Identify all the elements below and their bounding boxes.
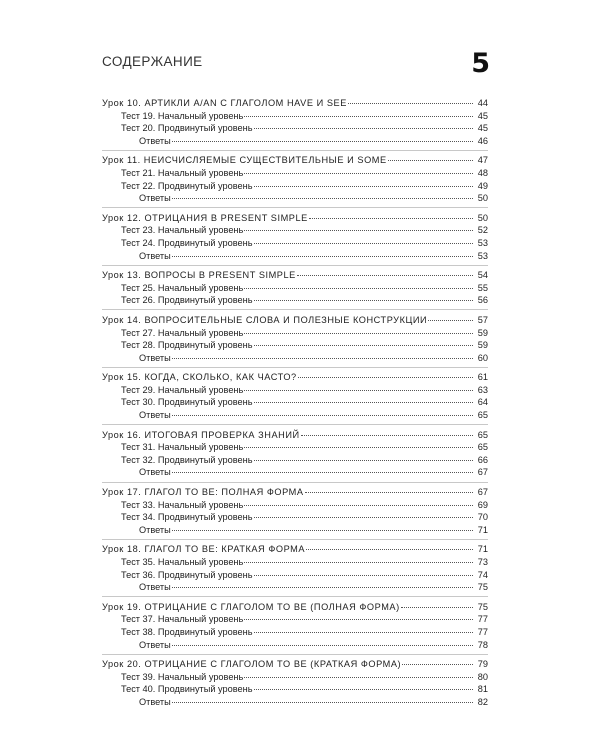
toc-answers-entry[interactable] bbox=[102, 581, 488, 594]
toc-test-entry-label: Тест 32. Продвинутый уровень bbox=[121, 454, 253, 465]
toc-lesson-entry[interactable] bbox=[102, 97, 488, 110]
leader-dots bbox=[254, 632, 474, 633]
toc-test-entry[interactable] bbox=[102, 224, 488, 237]
leader-dots bbox=[254, 300, 474, 301]
toc-test-entry-page: 55 bbox=[477, 282, 488, 293]
toc-test-entry-page: 77 bbox=[477, 626, 488, 637]
toc-test-entry[interactable] bbox=[102, 384, 488, 397]
toc-lesson bbox=[102, 539, 488, 594]
leader-dots bbox=[254, 689, 474, 690]
toc-lesson-entry[interactable] bbox=[102, 601, 488, 614]
toc-lesson-entry-page: 67 bbox=[477, 487, 488, 498]
toc-test-entry[interactable] bbox=[102, 122, 488, 135]
toc-test-entry[interactable] bbox=[102, 671, 488, 684]
toc-test-entry-page: 48 bbox=[477, 167, 488, 178]
toc-answers-entry-label: Ответы bbox=[139, 135, 171, 146]
toc-lesson-entry-page: 57 bbox=[477, 314, 488, 325]
leader-dots bbox=[388, 160, 473, 161]
toc-lesson bbox=[102, 150, 488, 205]
toc-test-entry[interactable] bbox=[102, 237, 488, 250]
toc-lesson-entry-page: 75 bbox=[477, 601, 488, 612]
toc-lesson-entry-page: 50 bbox=[477, 212, 488, 223]
leader-dots bbox=[172, 415, 473, 416]
toc-test-entry-page: 64 bbox=[477, 397, 488, 408]
leader-dots bbox=[254, 186, 474, 187]
toc-answers-entry-page: 71 bbox=[477, 524, 488, 535]
toc-test-entry[interactable] bbox=[102, 569, 488, 582]
toc-test-entry-label: Тест 26. Продвинутый уровень bbox=[121, 295, 253, 306]
toc-answers-entry-page: 75 bbox=[477, 582, 488, 593]
toc-answers-entry-label: Ответы bbox=[139, 410, 171, 421]
leader-dots bbox=[254, 243, 474, 244]
toc-test-entry-page: 45 bbox=[477, 110, 488, 121]
toc-lesson-entry-label: Урок 14. ВОПРОСИТЕЛЬНЫЕ СЛОВА И ПОЛЕЗНЫЕ КОНСТРУКЦИИ bbox=[102, 314, 428, 325]
toc-test-entry[interactable] bbox=[102, 454, 488, 467]
toc-lesson bbox=[102, 482, 488, 537]
toc-lesson-entry-label: Урок 15. КОГДА, СКОЛЬКО, КАК ЧАСТО? bbox=[102, 372, 297, 383]
leader-dots bbox=[254, 128, 474, 129]
leader-dots bbox=[244, 390, 473, 391]
leader-dots bbox=[244, 505, 473, 506]
toc-test-entry-page: 77 bbox=[477, 614, 488, 625]
leader-dots bbox=[172, 530, 473, 531]
toc-lesson-entry-page: 65 bbox=[477, 429, 488, 440]
toc-test-entry-page: 59 bbox=[477, 340, 488, 351]
toc-test-entry-page: 81 bbox=[477, 684, 488, 695]
toc-test-entry-page: 80 bbox=[477, 671, 488, 682]
toc-test-entry[interactable] bbox=[102, 339, 488, 352]
toc-answers-entry[interactable] bbox=[102, 524, 488, 537]
toc-lesson-entry-page: 61 bbox=[477, 372, 488, 383]
leader-dots bbox=[172, 702, 473, 703]
toc-answers-entry[interactable] bbox=[102, 409, 488, 422]
toc-test-entry-label: Тест 20. Продвинутый уровень bbox=[121, 123, 253, 134]
toc-lesson-entry-label: Урок 13. ВОПРОСЫ В PRESENT SIMPLE bbox=[102, 270, 296, 281]
leader-dots bbox=[306, 549, 473, 550]
toc-test-entry-label: Тест 24. Продвинутый уровень bbox=[121, 237, 253, 248]
toc-lesson-entry-label: Урок 16. ИТОГОВАЯ ПРОВЕРКА ЗНАНИЙ bbox=[102, 429, 300, 440]
toc-answers-entry-label: Ответы bbox=[139, 582, 171, 593]
toc-answers-entry-label: Ответы bbox=[139, 467, 171, 478]
toc-test-entry-page: 63 bbox=[477, 384, 488, 395]
table-of-contents bbox=[102, 97, 488, 711]
toc-lesson bbox=[102, 654, 488, 709]
toc-test-entry-page: 45 bbox=[477, 123, 488, 134]
toc-answers-entry-label: Ответы bbox=[139, 639, 171, 650]
leader-dots bbox=[301, 435, 473, 436]
leader-dots bbox=[244, 619, 473, 620]
toc-test-entry[interactable] bbox=[102, 167, 488, 180]
leader-dots bbox=[244, 116, 473, 117]
leader-dots bbox=[172, 141, 473, 142]
toc-answers-entry-page: 67 bbox=[477, 467, 488, 478]
toc-test-entry[interactable] bbox=[102, 441, 488, 454]
toc-test-entry[interactable] bbox=[102, 556, 488, 569]
toc-test-entry[interactable] bbox=[102, 613, 488, 626]
toc-answers-entry[interactable] bbox=[102, 696, 488, 709]
toc-lesson-entry[interactable] bbox=[102, 371, 488, 384]
toc-answers-entry-label: Ответы bbox=[139, 352, 171, 363]
toc-answers-entry-page: 65 bbox=[477, 410, 488, 421]
toc-test-entry-label: Тест 25. Начальный уровень bbox=[121, 282, 244, 293]
toc-test-entry[interactable] bbox=[102, 327, 488, 340]
toc-lesson-entry-page: 44 bbox=[477, 98, 488, 108]
page-header bbox=[102, 50, 490, 86]
toc-lesson bbox=[102, 309, 488, 364]
leader-dots bbox=[348, 103, 473, 104]
toc-answers-entry[interactable] bbox=[102, 192, 488, 205]
toc-lesson-entry-label: Урок 19. ОТРИЦАНИЕ С ГЛАГОЛОМ TO BE (ПОЛНАЯ ФОРМА) bbox=[102, 601, 400, 612]
toc-test-entry[interactable] bbox=[102, 110, 488, 123]
leader-dots bbox=[298, 377, 473, 378]
toc-test-entry-label: Тест 28. Продвинутый уровень bbox=[121, 340, 253, 351]
toc-test-entry[interactable] bbox=[102, 282, 488, 295]
leader-dots bbox=[244, 333, 473, 334]
toc-answers-entry[interactable] bbox=[102, 352, 488, 365]
leader-dots bbox=[244, 230, 473, 231]
leader-dots bbox=[254, 460, 474, 461]
toc-test-entry-label: Тест 19. Начальный уровень bbox=[121, 110, 244, 121]
toc-test-entry[interactable] bbox=[102, 396, 488, 409]
toc-test-entry-label: Тест 40. Продвинутый уровень bbox=[121, 684, 253, 695]
toc-lesson bbox=[102, 265, 488, 307]
toc-test-entry-label: Тест 34. Продвинутый уровень bbox=[121, 512, 253, 523]
toc-lesson-entry[interactable] bbox=[102, 212, 488, 225]
leader-dots bbox=[172, 256, 473, 257]
leader-dots bbox=[244, 677, 473, 678]
section-title: СОДЕРЖАНИЕ bbox=[102, 54, 203, 69]
toc-test-entry-label: Тест 35. Начальный уровень bbox=[121, 557, 244, 567]
toc-lesson bbox=[102, 424, 488, 479]
leader-dots bbox=[172, 358, 473, 359]
toc-lesson-entry[interactable] bbox=[102, 269, 488, 282]
toc-test-entry-label: Тест 36. Продвинутый уровень bbox=[121, 569, 253, 580]
toc-answers-entry[interactable] bbox=[102, 639, 488, 652]
leader-dots bbox=[254, 575, 474, 576]
toc-lesson bbox=[102, 207, 488, 262]
toc-answers-entry-label: Ответы bbox=[139, 193, 171, 204]
toc-answers-entry-label: Ответы bbox=[139, 250, 171, 261]
toc-lesson-entry-label: Урок 11. НЕИСЧИСЛЯЕМЫЕ СУЩЕСТВИТЕЛЬНЫЕ И SOME bbox=[102, 155, 387, 166]
toc-test-entry-page: 73 bbox=[477, 557, 488, 567]
toc-answers-entry-label: Ответы bbox=[139, 696, 171, 707]
leader-dots bbox=[297, 275, 473, 276]
toc-lesson-entry-page: 71 bbox=[477, 544, 488, 555]
toc-answers-entry-page: 82 bbox=[477, 696, 488, 707]
leader-dots bbox=[305, 492, 473, 493]
toc-test-entry-label: Тест 29. Начальный уровень bbox=[121, 384, 244, 395]
toc-test-entry-page: 52 bbox=[477, 225, 488, 236]
toc-test-entry[interactable] bbox=[102, 180, 488, 193]
toc-answers-entry-page: 78 bbox=[477, 639, 488, 650]
toc-test-entry-page: 59 bbox=[477, 327, 488, 338]
leader-dots bbox=[244, 173, 473, 174]
leader-dots bbox=[254, 402, 474, 403]
leader-dots bbox=[401, 607, 473, 608]
toc-test-entry-page: 56 bbox=[477, 295, 488, 306]
toc-answers-entry[interactable] bbox=[102, 135, 488, 148]
toc-test-entry-page: 49 bbox=[477, 180, 488, 191]
toc-test-entry-label: Тест 21. Начальный уровень bbox=[121, 167, 244, 178]
toc-test-entry-label: Тест 23. Начальный уровень bbox=[121, 225, 244, 236]
toc-lesson-entry-label: Урок 12. ОТРИЦАНИЯ В PRESENT SIMPLE bbox=[102, 212, 308, 223]
toc-answers-entry[interactable] bbox=[102, 466, 488, 479]
toc-test-entry-page: 53 bbox=[477, 237, 488, 248]
toc-lesson-entry-label: Урок 18. ГЛАГОЛ TO BE: КРАТКАЯ ФОРМА bbox=[102, 544, 306, 555]
toc-lesson bbox=[102, 97, 488, 147]
toc-test-entry-page: 65 bbox=[477, 442, 488, 453]
toc-lesson-entry[interactable] bbox=[102, 543, 488, 556]
toc-test-entry-label: Тест 38. Продвинутый уровень bbox=[121, 626, 253, 637]
leader-dots bbox=[254, 517, 474, 518]
leader-dots bbox=[428, 320, 473, 321]
toc-test-entry-page: 69 bbox=[477, 499, 488, 510]
leader-dots bbox=[172, 645, 473, 646]
leader-dots bbox=[172, 587, 473, 588]
toc-test-entry-label: Тест 27. Начальный уровень bbox=[121, 327, 244, 338]
page-number: 5 bbox=[471, 48, 490, 79]
leader-dots bbox=[309, 218, 473, 219]
toc-lesson-entry[interactable] bbox=[102, 314, 488, 327]
toc-lesson-entry[interactable] bbox=[102, 486, 488, 499]
leader-dots bbox=[402, 664, 473, 665]
toc-answers-entry-page: 46 bbox=[477, 135, 488, 146]
toc-answers-entry-page: 53 bbox=[477, 250, 488, 261]
toc-lesson-entry-label: Урок 17. ГЛАГОЛ TO BE: ПОЛНАЯ ФОРМА bbox=[102, 487, 304, 498]
toc-test-entry-label: Тест 39. Начальный уровень bbox=[121, 671, 244, 682]
toc-lesson bbox=[102, 367, 488, 422]
toc-test-entry-page: 66 bbox=[477, 454, 488, 465]
toc-test-entry-label: Тест 30. Продвинутый уровень bbox=[121, 397, 253, 408]
toc-lesson-entry-page: 79 bbox=[477, 659, 488, 670]
leader-dots bbox=[244, 288, 473, 289]
leader-dots bbox=[172, 198, 473, 199]
toc-test-entry-page: 74 bbox=[477, 569, 488, 580]
toc-test-entry-label: Тест 31. Начальный уровень bbox=[121, 442, 244, 453]
toc-lesson-entry-label: Урок 10. АРТИКЛИ A/AN С ГЛАГОЛОМ HAVE И SEE bbox=[102, 98, 347, 108]
toc-test-entry[interactable] bbox=[102, 683, 488, 696]
toc-answers-entry-page: 60 bbox=[477, 352, 488, 363]
leader-dots bbox=[244, 562, 473, 563]
toc-test-entry[interactable] bbox=[102, 626, 488, 639]
toc-lesson-entry[interactable] bbox=[102, 658, 488, 671]
toc-test-entry-label: Тест 22. Продвинутый уровень bbox=[121, 180, 253, 191]
leader-dots bbox=[244, 447, 473, 448]
toc-answers-entry-page: 50 bbox=[477, 193, 488, 204]
toc-test-entry-label: Тест 33. Начальный уровень bbox=[121, 499, 244, 510]
toc-test-entry[interactable] bbox=[102, 511, 488, 524]
toc-lesson-entry-page: 54 bbox=[477, 270, 488, 281]
leader-dots bbox=[254, 345, 474, 346]
toc-test-entry[interactable] bbox=[102, 499, 488, 512]
toc-lesson-entry-label: Урок 20. ОТРИЦАНИЕ С ГЛАГОЛОМ TO BE (КРАТКАЯ ФОРМА) bbox=[102, 659, 402, 670]
toc-test-entry-page: 70 bbox=[477, 512, 488, 523]
toc-lesson-entry-page: 47 bbox=[477, 155, 488, 166]
toc-test-entry-label: Тест 37. Начальный уровень bbox=[121, 614, 244, 625]
toc-lesson-entry[interactable] bbox=[102, 429, 488, 442]
toc-answers-entry[interactable] bbox=[102, 250, 488, 263]
toc-answers-entry-label: Ответы bbox=[139, 524, 171, 535]
leader-dots bbox=[172, 472, 473, 473]
toc-lesson bbox=[102, 596, 488, 651]
toc-test-entry[interactable] bbox=[102, 294, 488, 307]
toc-lesson-entry[interactable] bbox=[102, 154, 488, 167]
